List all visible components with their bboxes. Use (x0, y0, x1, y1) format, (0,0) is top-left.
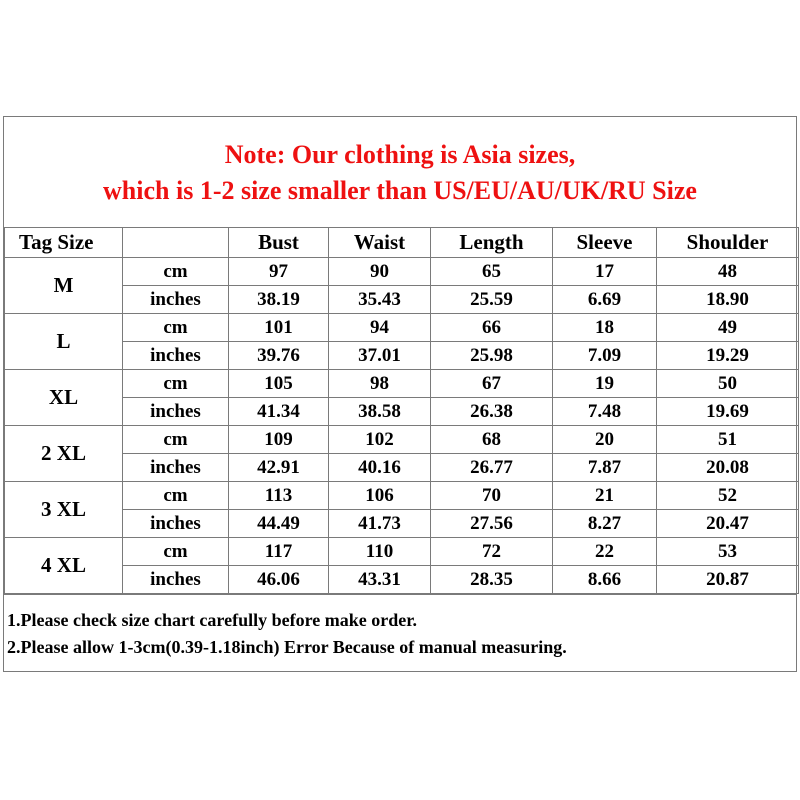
value-cell: 19.29 (657, 342, 799, 370)
unit-cell: cm (123, 538, 229, 566)
tag-size-cell: L (5, 314, 123, 370)
header-bust: Bust (229, 228, 329, 258)
value-cell: 94 (329, 314, 431, 342)
value-cell: 20.47 (657, 510, 799, 538)
value-cell: 40.16 (329, 454, 431, 482)
value-cell: 39.76 (229, 342, 329, 370)
value-cell: 97 (229, 258, 329, 286)
value-cell: 26.38 (431, 398, 553, 426)
value-cell: 109 (229, 426, 329, 454)
value-cell: 42.91 (229, 454, 329, 482)
unit-cell: cm (123, 258, 229, 286)
value-cell: 28.35 (431, 566, 553, 594)
table-row (5, 538, 799, 566)
value-cell: 21 (553, 482, 657, 510)
value-cell: 48 (657, 258, 799, 286)
value-cell: 20 (553, 426, 657, 454)
value-cell: 110 (329, 538, 431, 566)
value-cell: 37.01 (329, 342, 431, 370)
value-cell: 68 (431, 426, 553, 454)
value-cell: 38.58 (329, 398, 431, 426)
value-cell: 113 (229, 482, 329, 510)
value-cell: 38.19 (229, 286, 329, 314)
value-cell: 6.69 (553, 286, 657, 314)
value-cell: 105 (229, 370, 329, 398)
tag-size-cell: 3 XL (5, 482, 123, 538)
header-tag-size: Tag Size (5, 228, 123, 258)
value-cell: 35.43 (329, 286, 431, 314)
header-sleeve: Sleeve (553, 228, 657, 258)
value-cell: 27.56 (431, 510, 553, 538)
value-cell: 7.48 (553, 398, 657, 426)
size-footer-notes (4, 594, 796, 672)
unit-cell: cm (123, 370, 229, 398)
size-note (4, 117, 796, 227)
table-row (5, 454, 799, 482)
value-cell: 19 (553, 370, 657, 398)
value-cell: 52 (657, 482, 799, 510)
table-row (5, 258, 799, 286)
header-waist: Waist (329, 228, 431, 258)
value-cell: 53 (657, 538, 799, 566)
value-cell: 106 (329, 482, 431, 510)
header-unit (123, 228, 229, 258)
value-cell: 22 (553, 538, 657, 566)
value-cell: 102 (329, 426, 431, 454)
unit-cell: inches (123, 398, 229, 426)
value-cell: 8.66 (553, 566, 657, 594)
value-cell: 19.69 (657, 398, 799, 426)
value-cell: 98 (329, 370, 431, 398)
value-cell: 66 (431, 314, 553, 342)
table-row (5, 286, 799, 314)
unit-cell: inches (123, 510, 229, 538)
value-cell: 72 (431, 538, 553, 566)
value-cell: 49 (657, 314, 799, 342)
value-cell: 46.06 (229, 566, 329, 594)
value-cell: 25.98 (431, 342, 553, 370)
value-cell: 50 (657, 370, 799, 398)
table-row (5, 370, 799, 398)
value-cell: 41.73 (329, 510, 431, 538)
size-table-body (5, 258, 799, 594)
unit-cell: inches (123, 566, 229, 594)
table-row (5, 342, 799, 370)
size-table (4, 227, 799, 594)
value-cell: 70 (431, 482, 553, 510)
unit-cell: cm (123, 482, 229, 510)
value-cell: 51 (657, 426, 799, 454)
tag-size-cell: M (5, 258, 123, 314)
tag-size-cell: 4 XL (5, 538, 123, 594)
value-cell: 7.87 (553, 454, 657, 482)
header-length: Length (431, 228, 553, 258)
note-line-2: which is 1-2 size smaller than US/EU/AU/UK/RU Size (103, 176, 697, 205)
footer-note-2: 2.Please allow 1-3cm(0.39-1.18inch) Error Because of manual measuring. (7, 637, 567, 657)
table-row (5, 482, 799, 510)
size-chart-frame (3, 116, 797, 672)
value-cell: 90 (329, 258, 431, 286)
unit-cell: cm (123, 314, 229, 342)
value-cell: 18.90 (657, 286, 799, 314)
footer-note-1: 1.Please check size chart carefully before make order. (7, 610, 418, 630)
value-cell: 101 (229, 314, 329, 342)
value-cell: 67 (431, 370, 553, 398)
value-cell: 20.87 (657, 566, 799, 594)
value-cell: 26.77 (431, 454, 553, 482)
table-row (5, 426, 799, 454)
value-cell: 44.49 (229, 510, 329, 538)
unit-cell: inches (123, 286, 229, 314)
value-cell: 41.34 (229, 398, 329, 426)
tag-size-cell: XL (5, 370, 123, 426)
value-cell: 25.59 (431, 286, 553, 314)
table-row (5, 314, 799, 342)
unit-cell: inches (123, 342, 229, 370)
value-cell: 8.27 (553, 510, 657, 538)
value-cell: 117 (229, 538, 329, 566)
table-row (5, 510, 799, 538)
value-cell: 20.08 (657, 454, 799, 482)
value-cell: 65 (431, 258, 553, 286)
value-cell: 17 (553, 258, 657, 286)
value-cell: 43.31 (329, 566, 431, 594)
header-shoulder: Shoulder (657, 228, 799, 258)
tag-size-cell: 2 XL (5, 426, 123, 482)
value-cell: 18 (553, 314, 657, 342)
unit-cell: cm (123, 426, 229, 454)
value-cell: 7.09 (553, 342, 657, 370)
table-row (5, 566, 799, 594)
note-line-1: Note: Our clothing is Asia sizes, (224, 140, 576, 169)
unit-cell: inches (123, 454, 229, 482)
table-header-row (5, 228, 799, 258)
table-row (5, 398, 799, 426)
